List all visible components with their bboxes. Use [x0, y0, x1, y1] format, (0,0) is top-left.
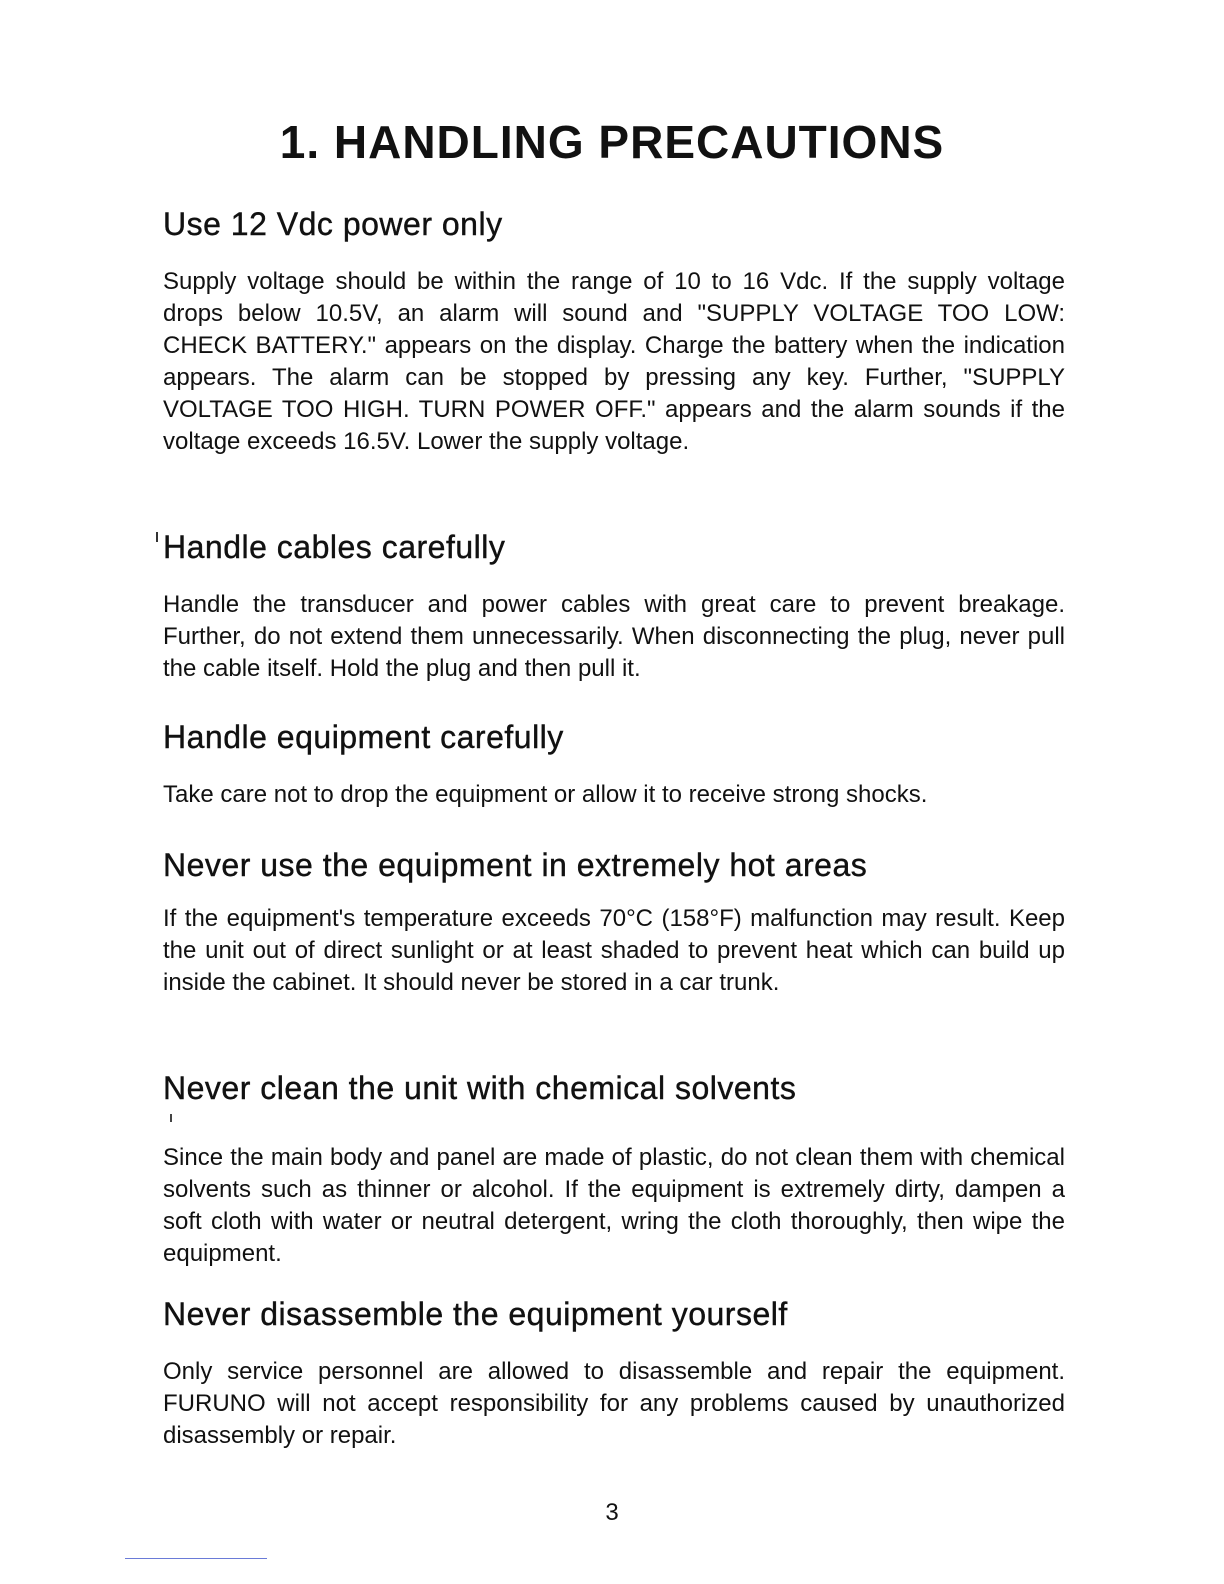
scan-mark [156, 532, 158, 542]
section-heading: Never disassemble the equipment yourself [163, 1296, 788, 1332]
section-heading: Never clean the unit with chemical solvents [163, 1070, 797, 1106]
section-heading: Handle cables carefully [163, 529, 506, 565]
section-heading: Never use the equipment in extremely hot areas [163, 847, 868, 883]
section-body: If the equipment's temperature exceeds 70°C (158°F) malfunction may result. Keep the unit out of direct sunlight or at least shaded to prevent heat which can build up inside the cabinet. It should never be stored in a car trunk. [163, 905, 1065, 996]
page-number: 3 [605, 1499, 619, 1526]
section-equipment-handling [163, 717, 1065, 811]
section-heading: Handle equipment carefully [163, 719, 564, 755]
section-body: Only service personnel are allowed to disassemble and repair the equipment. FURUNO will not accept responsibility for any problems caused by unauthorized disassembly or repair. [163, 1358, 1065, 1449]
section-body: Supply voltage should be within the range of 10 to 16 Vdc. If the supply voltage drops below 10.5V, an alarm will sound and "SUPPLY VOLTAGE TOO LOW: CHECK BATTERY." appears on the display. Charge the battery when the indication appears. The alarm can be stopped by pressing any key. Further, "SUPPLY VOLTAGE TOO HIGH. TURN POWER OFF." appears and the alarm sounds if the voltage exceeds 16.5V. Lower the supply voltage. [163, 268, 1065, 455]
footer-rule [125, 1558, 267, 1559]
section-body: Take care not to drop the equipment or allow it to receive strong shocks. [163, 781, 928, 808]
section-hot-areas [163, 845, 1065, 999]
page-title: 1. HANDLING PRECAUTIONS [279, 116, 945, 168]
section-body: Handle the transducer and power cables with great care to prevent breakage. Further, do not extend them unnecessarily. When disconnecting the plug, never pull the cable itself. Hold the plug and then pull it. [163, 591, 1065, 682]
section-disassembly [163, 1294, 1065, 1452]
section-cables [163, 527, 1065, 685]
section-power-supply [163, 204, 1065, 458]
section-chemical-solvents [163, 1068, 1065, 1270]
section-heading: Use 12 Vdc power only [163, 206, 503, 242]
section-body: Since the main body and panel are made of plastic, do not clean them with chemical solvents such as thinner or alcohol. If the equipment is extremely dirty, dampen a soft cloth with water or neutral detergent, wring the cloth thoroughly, then wipe the equipment. [163, 1144, 1065, 1267]
